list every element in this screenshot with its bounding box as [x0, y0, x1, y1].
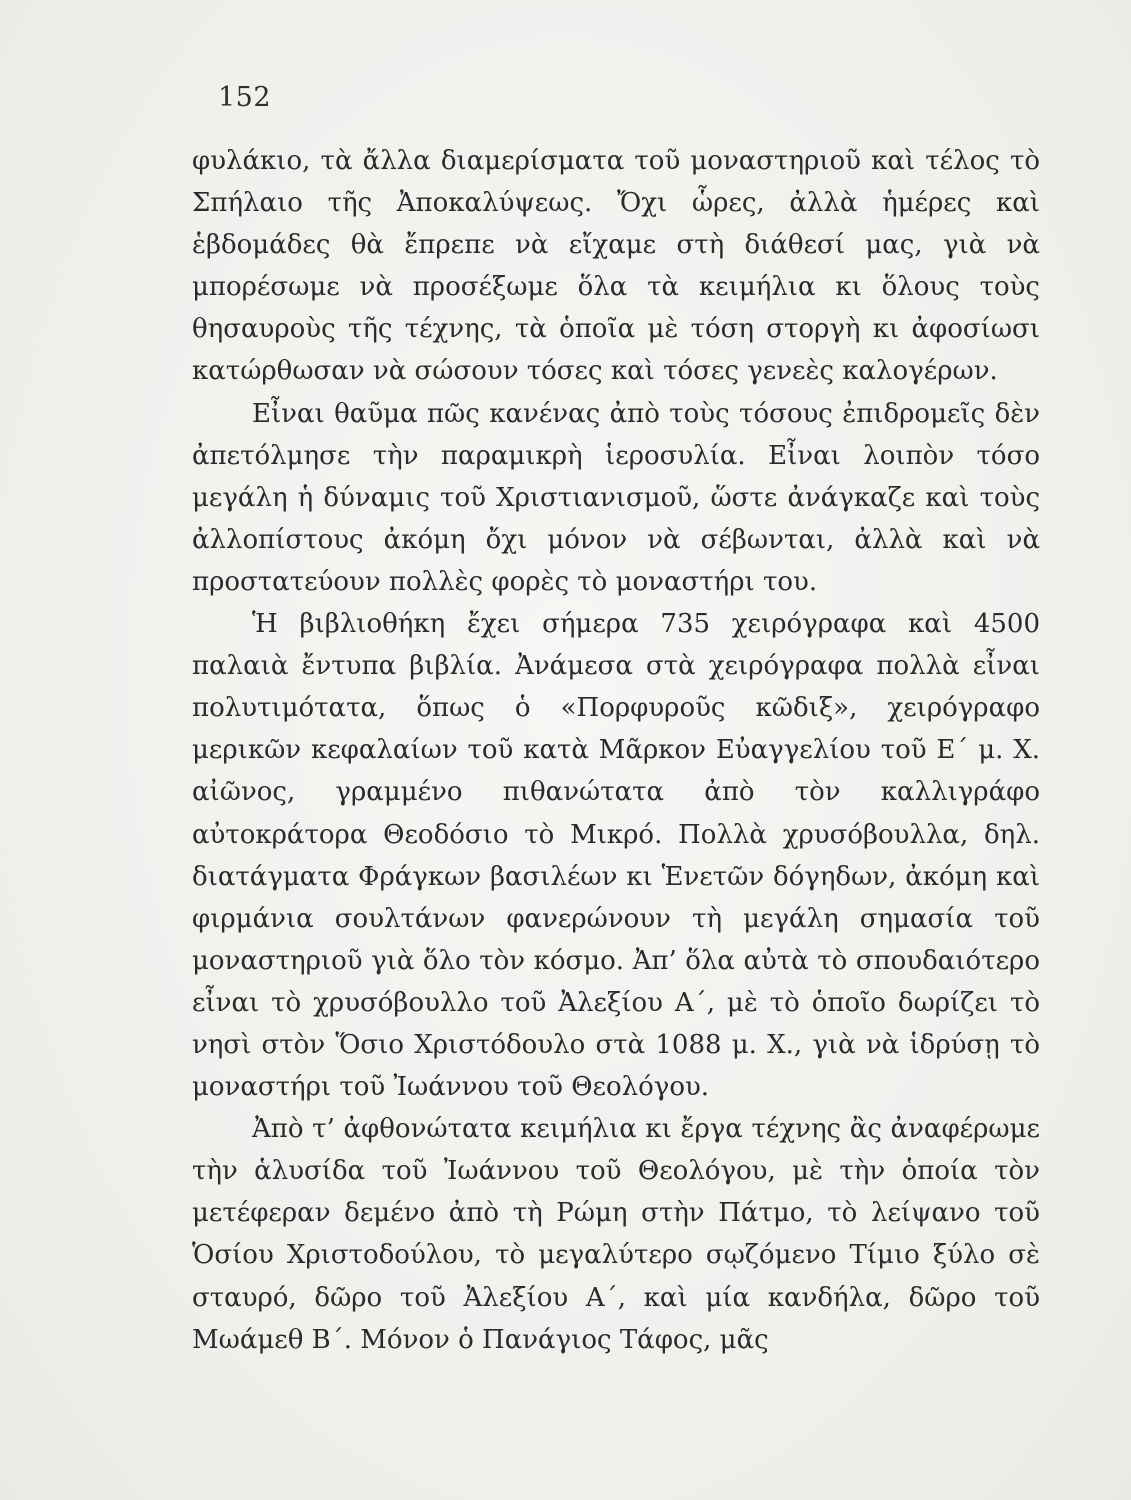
paragraph-2: Εἶναι θαῦμα πῶς κανένας ἀπὸ τοὺς τόσους ἐπιδρομεῖς δὲν ἀπετόλμησε τὴν παραμικρὴ ἱεροσυλία. Εἶναι λοιπὸν τόσο μεγάλη ἡ δύναμις τοῦ Χριστιανισμοῦ, ὥστε ἀνάγκαζε καὶ τοὺς ἀλλοπίστους ἀκόμη ὄχι μόνον νὰ σέβωνται, ἀλλὰ καὶ νὰ προστατεύουν πολλὲς φορὲς τὸ μοναστήρι του. [192, 398, 1040, 597]
page-number: 152 [218, 82, 272, 113]
paragraph-3: Ἡ βιβλιοθήκη ἔχει σήμερα 735 χειρόγραφα καὶ 4500 παλαιὰ ἔντυπα βιβλία. Ἀνάμεσα στὰ χειρόγραφα πολλὰ εἶναι πολυτιμότατα, ὅπως ὁ «Πορφυροῦς κῶδιξ», χειρόγραφο μερικῶν κεφαλαίων τοῦ κατὰ Μᾶρκον Εὐαγγελίου τοῦ Ε΄ μ. Χ. αἰῶνος, γραμμένο πιθανώτατα ἀπὸ τὸν καλλιγράφο αὐτοκράτορα Θεοδόσιο τὸ Μικρό. Πολλὰ χρυσόβουλλα, δηλ. διατάγματα Φράγκων βασιλέων κι Ἑνετῶν δόγηδων, ἀκόμη καὶ φιρμάνια σουλτάνων φανερώνουν τὴ μεγάλη σημασία τοῦ μοναστηριοῦ γιὰ ὅλο τὸν κόσμο. Ἀπ’ ὅλα αὐτὰ τὸ σπουδαιότερο εἶναι τὸ χρυσόβουλλο τοῦ Ἀλεξίου Α΄, μὲ τὸ ὁποῖο δωρίζει τὸ νησὶ στὸν Ὅσιο Χριστόδουλο στὰ 1088 μ. Χ., γιὰ νὰ ἱδρύσῃ τὸ μοναστήρι τοῦ Ἰωάννου τοῦ Θεολόγου. [192, 609, 1040, 1103]
body-text [192, 140, 1040, 1361]
paragraph-1: φυλάκιο, τὰ ἄλλα διαμερίσματα τοῦ μοναστηριοῦ καὶ τέλος τὸ Σπήλαιο τῆς Ἀποκαλύψεως. Ὄχι ὧρες, ἀλλὰ ἡμέρες καὶ ἑβδομάδες θὰ ἔπρεπε νὰ εἴχαμε στὴ διάθεσί μας, γιὰ νὰ μπορέσωμε νὰ προσέξωμε ὅλα τὰ κειμήλια κι ὅλους τοὺς θησαυροὺς τῆς τέχνης, τὰ ὁποῖα μὲ τόση στοργὴ κι ἀφοσίωσι κατώρθωσαν νὰ σώσουν τόσες καὶ τόσες γενεὲς καλογέρων. [192, 146, 1040, 387]
paragraph-4: Ἀπὸ τ’ ἀφθονώτατα κειμήλια κι ἔργα τέχνης ἂς ἀναφέρωμε τὴν ἁλυσίδα τοῦ Ἰωάννου τοῦ Θεολόγου, μὲ τὴν ὁποία τὸν μετέφεραν δεμένο ἀπὸ τὴ Ρώμη στὴν Πάτμο, τὸ λείψανο τοῦ Ὁσίου Χριστοδούλου, τὸ μεγαλύτερο σῳζόμενο Τίμιο ξύλο σὲ σταυρό, δῶρο τοῦ Ἀλεξίου Α΄, καὶ μία κανδήλα, δῶρο τοῦ Μωάμεθ Β΄. Μόνον ὁ Πανάγιος Τάφος, μᾶς [192, 1114, 1040, 1355]
